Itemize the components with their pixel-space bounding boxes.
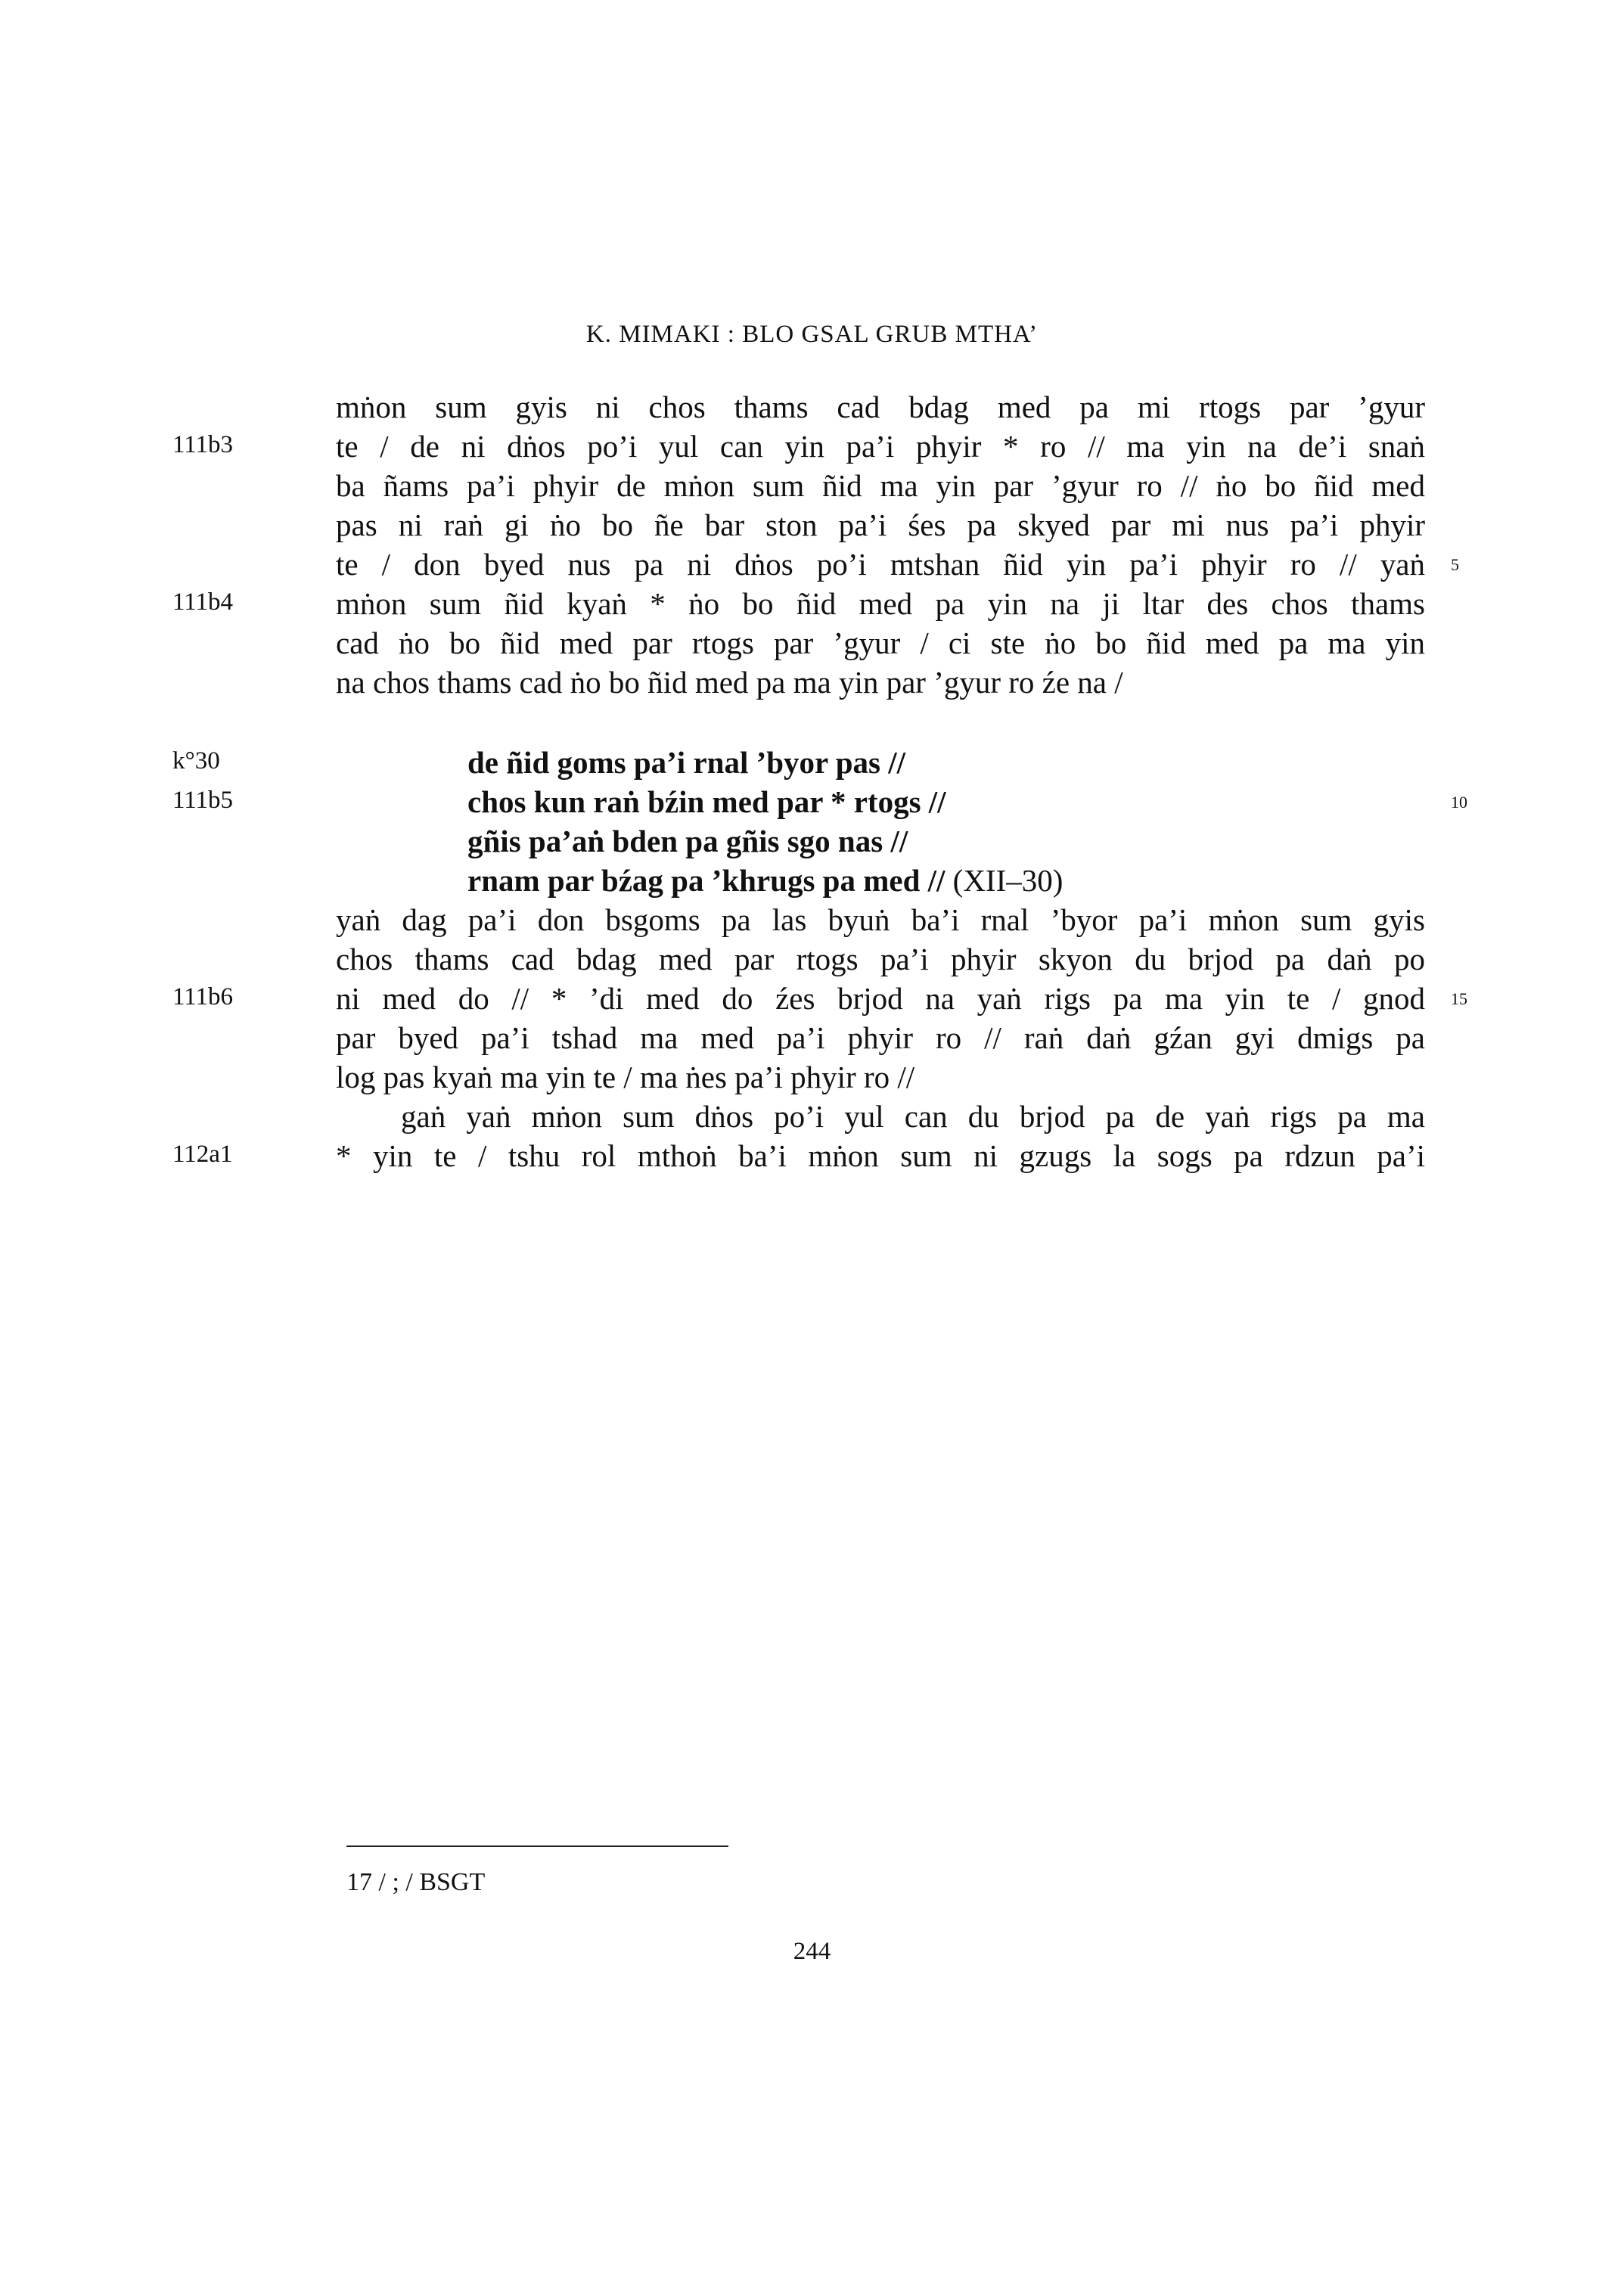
text-line (0, 427, 1624, 466)
verse-line (0, 782, 1624, 821)
line-text: te / don byed nus pa ni dṅos po’i mtshan ñid yin pa’i phyir ro // yaṅ (336, 547, 1425, 582)
verse-text (467, 861, 1063, 900)
line-text: na chos thams cad ṅo bo ñid med pa ma yin par ’gyur ro źe na / (336, 665, 1123, 700)
text-line (0, 505, 1624, 545)
line-number: 15 (1451, 989, 1467, 1008)
footnote-rule (346, 1845, 728, 1847)
line-text: cad ṅo bo ñid med par rtogs par ’gyur / ci ste ṅo bo ñid med pa ma yin (336, 625, 1425, 660)
text-line (0, 584, 1624, 623)
verse-number: (XII–30) (952, 863, 1064, 898)
verse-words: de ñid goms pa’i rnal ’byor pas // (467, 745, 906, 780)
footnote: 17 / ; / BSGT (346, 1868, 486, 1896)
line-text: te / de ni dṅos po’i yul can yin pa’i phyir * ro // ma yin na de’i snaṅ (336, 429, 1425, 464)
text-line (0, 1097, 1624, 1136)
text-line (0, 900, 1624, 939)
line-text: * yin te / tshu rol mthoṅ ba’i mṅon sum ni gzugs la sogs pa rdzun pa’i (336, 1138, 1425, 1173)
page-number: 244 (793, 1938, 831, 1965)
text-line (0, 387, 1624, 427)
folio-ref: 111b3 (172, 431, 234, 458)
line-text: pas ni raṅ gi ṅo bo ñe bar ston pa’i śes pa skyed par mi nus pa’i phyir (336, 508, 1425, 542)
running-header: K. MIMAKI : BLO GSAL GRUB MTHA’ (585, 321, 1039, 348)
line-text: mṅon sum ñid kyaṅ * ṅo bo ñid med pa yin na ji ltar des chos thams (336, 586, 1425, 621)
line-text: ba ñams pa’i phyir de mṅon sum ñid ma yin par ’gyur ro // ṅo bo ñid med (336, 468, 1425, 503)
folio-ref: 111b5 (172, 787, 234, 814)
folio-ref: 111b6 (172, 983, 234, 1010)
text-line (0, 1018, 1624, 1057)
text-line (0, 1136, 1624, 1175)
text-line (0, 663, 1624, 702)
verse-text (467, 821, 908, 861)
verse-words: chos kun raṅ bźin med par * rtogs // (467, 784, 946, 819)
verse-text (467, 782, 946, 821)
line-text: mṅon sum gyis ni chos thams cad bdag med pa mi rtogs par ’gyur (336, 390, 1425, 424)
text-line (0, 623, 1624, 663)
line-text: yaṅ dag pa’i don bsgoms pa las byuṅ ba’i rnal ’byor pa’i mṅon sum gyis (336, 902, 1425, 937)
line-number: 5 (1451, 555, 1459, 574)
line-text: par byed pa’i tshad ma med pa’i phyir ro // raṅ daṅ gźan gyi dmigs pa (336, 1020, 1425, 1055)
verse-words: gñis pa’aṅ bden pa gñis sgo nas // (467, 824, 908, 858)
text-line (0, 466, 1624, 505)
line-text: chos thams cad bdag med par rtogs pa’i phyir skyon du brjod pa daṅ po (336, 942, 1425, 976)
text-line (0, 545, 1624, 584)
folio-ref: 112a1 (172, 1141, 233, 1168)
verse-ref: k°30 (172, 747, 220, 774)
verse-line (0, 861, 1624, 900)
verse-text (467, 743, 905, 782)
line-number: 10 (1451, 793, 1467, 812)
line-text: log pas kyaṅ ma yin te / ma ṅes pa’i phyir ro // (336, 1060, 915, 1094)
text-line (0, 939, 1624, 979)
line-text: ni med do // * ’di med do źes brjod na yaṅ rigs pa ma yin te / gnod (336, 981, 1425, 1016)
verse-words: rnam par bźag pa ’khrugs pa med // (467, 863, 946, 898)
verse-line (0, 821, 1624, 861)
line-text: gaṅ yaṅ mṅon sum dṅos po’i yul can du brjod pa de yaṅ rigs pa ma (401, 1099, 1425, 1134)
text-line (0, 979, 1624, 1018)
verse-line (0, 743, 1624, 782)
folio-ref: 111b4 (172, 588, 234, 616)
text-line (0, 1057, 1624, 1097)
